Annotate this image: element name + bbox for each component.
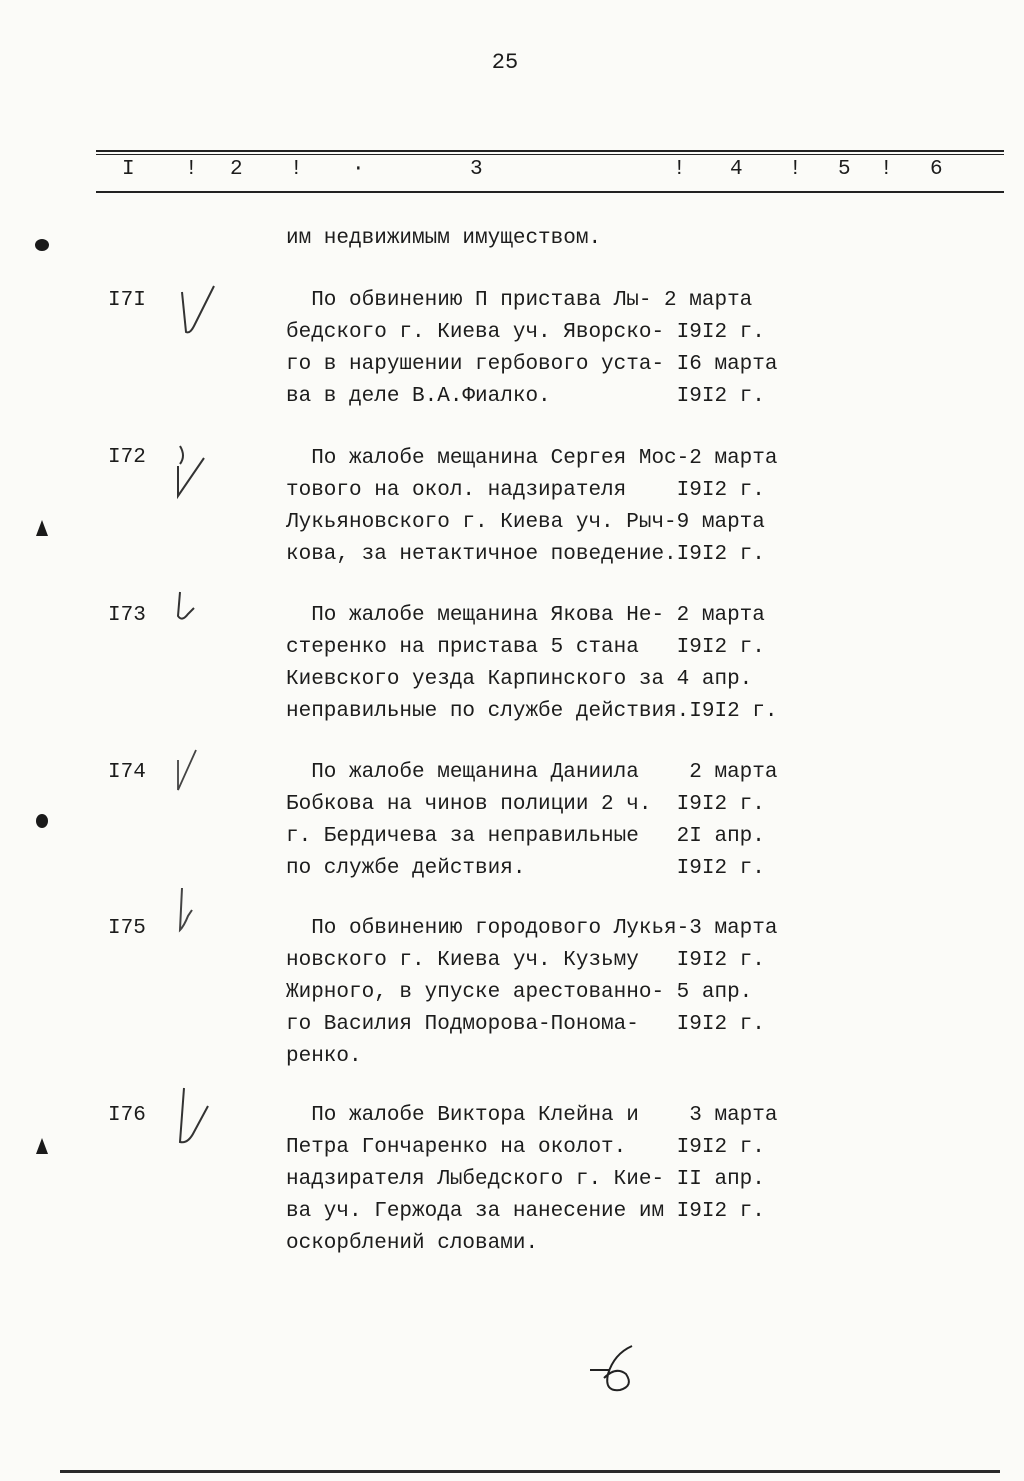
entry-line: Петра Гончаренко на околот. I9I2 г. xyxy=(286,1136,765,1159)
check-mark-icon xyxy=(166,588,216,648)
entry-number: I72 xyxy=(108,446,146,469)
entry-line: новского г. Киева уч. Кузьму I9I2 г. xyxy=(286,949,765,972)
entry-line: по службе действия. I9I2 г. xyxy=(286,857,765,880)
entry-line: По жалобе мещанина Даниила 2 марта xyxy=(286,761,778,784)
entry-line: Жирного, в упуске арестованно- 5 апр. xyxy=(286,981,753,1004)
handwritten-sheet-number xyxy=(580,1340,660,1400)
svg-text:6: 6 xyxy=(580,1340,581,1341)
header-col-3: 3 xyxy=(470,158,483,181)
header-sep-3: ! xyxy=(673,158,686,181)
entry-line: го Василия Подморова-Понома- I9I2 г. xyxy=(286,1013,765,1036)
entry-line: надзирателя Лыбедского г. Кие- II апр. xyxy=(286,1168,765,1191)
entry-number: I7I xyxy=(108,289,146,312)
entry-line: Киевского уезда Карпинского за 4 апр. xyxy=(286,668,753,691)
entry-line: ренко. xyxy=(286,1045,362,1068)
entry-line: По жалобе мещанина Якова Не- 2 марта xyxy=(286,604,765,627)
entry-line: По жалобе Виктора Клейна и 3 марта xyxy=(286,1104,778,1127)
entry-line: неправильные по службе действия.I9I2 г. xyxy=(286,700,778,723)
column-header-row xyxy=(0,158,1024,186)
check-mark-icon xyxy=(166,746,216,806)
entry-line: По обвинению городового Лукья-3 марта xyxy=(286,917,778,940)
header-sep-5: ! xyxy=(880,158,893,181)
entry-line: г. Бердичева за неправильные 2I апр. xyxy=(286,825,765,848)
header-col-6: 6 xyxy=(930,158,943,181)
header-sep-1: ! xyxy=(185,158,198,181)
check-mark-icon xyxy=(168,442,218,502)
check-mark-icon xyxy=(166,886,216,946)
entry-number: I73 xyxy=(108,604,146,627)
entry-line: бедского г. Киева уч. Яворско- I9I2 г. xyxy=(286,321,765,344)
entry-line: Лукьяновского г. Киева уч. Рыч-9 марта xyxy=(286,511,765,534)
margin-punch-mark-icon xyxy=(30,1136,56,1158)
entry-line: По обвинению П пристава Лы- 2 марта xyxy=(286,289,753,312)
continuation-line: им недвижимым имуществом. xyxy=(286,227,602,250)
header-col-4: 4 xyxy=(730,158,743,181)
entry-line: кова, за нетактичное поведение.I9I2 г. xyxy=(286,543,765,566)
entry-line: го в нарушении гербового уста- I6 марта xyxy=(286,353,778,376)
entry-line: стеренко на пристава 5 стана I9I2 г. xyxy=(286,636,765,659)
entry-line: тового на окол. надзирателя I9I2 г. xyxy=(286,479,765,502)
header-rule-mid xyxy=(96,154,1004,155)
entry-line: оскорблений словами. xyxy=(286,1232,539,1255)
margin-punch-mark-icon xyxy=(30,518,56,540)
check-mark-icon xyxy=(168,1086,218,1146)
check-mark-icon xyxy=(172,282,222,342)
header-col-1: I xyxy=(122,158,135,181)
margin-punch-mark-icon xyxy=(30,810,56,832)
header-dot: · xyxy=(352,158,365,181)
entry-line: По жалобе мещанина Сергея Мос-2 марта xyxy=(286,447,778,470)
header-sep-2: ! xyxy=(290,158,303,181)
entry-line: ва уч. Гержода за нанесение им I9I2 г. xyxy=(286,1200,765,1223)
header-rule-top xyxy=(96,150,1004,152)
entry-number: I74 xyxy=(108,761,146,784)
header-rule-bottom xyxy=(96,191,1004,193)
header-col-5: 5 xyxy=(838,158,851,181)
page-number: 25 xyxy=(491,50,519,75)
entry-line: Бобкова на чинов полиции 2 ч. I9I2 г. xyxy=(286,793,765,816)
entry-line: ва в деле В.А.Фиалко. I9I2 г. xyxy=(286,385,765,408)
entry-number: I76 xyxy=(108,1104,146,1127)
bottom-edge-line xyxy=(60,1470,1000,1473)
margin-punch-mark-icon xyxy=(30,234,56,256)
entry-number: I75 xyxy=(108,917,146,940)
header-col-2: 2 xyxy=(230,158,243,181)
header-sep-4: ! xyxy=(789,158,802,181)
